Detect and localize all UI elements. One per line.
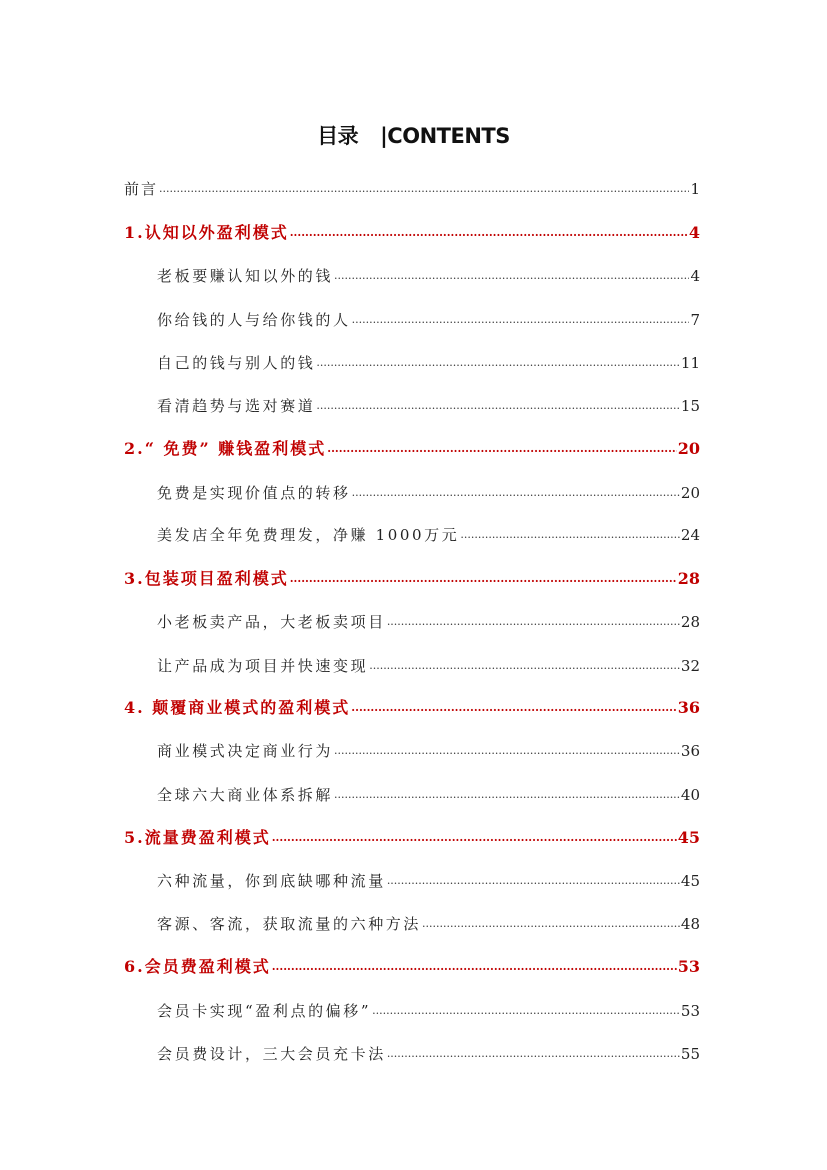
section-page-number: 55 xyxy=(680,1045,700,1063)
toc-chapter-2[interactable] xyxy=(124,437,700,461)
section-label: 全球六大商业体系拆解 xyxy=(157,786,334,804)
toc-chapter-6[interactable] xyxy=(124,955,700,979)
section-label: 会员费设计，三大会员充卡法 xyxy=(157,1045,386,1063)
dot-leader xyxy=(422,912,680,936)
toc-section[interactable] xyxy=(157,1042,700,1066)
section-label: 商业模式决定商业行为 xyxy=(157,742,334,760)
dot-leader xyxy=(334,739,680,763)
dot-leader xyxy=(352,481,680,505)
section-page-number: 7 xyxy=(690,311,700,329)
chapter-label: 4. 颠覆商业模式的盈利模式 xyxy=(124,698,351,717)
dot-leader xyxy=(387,610,680,634)
page-title xyxy=(0,120,827,150)
toc-section[interactable] xyxy=(157,912,700,936)
section-label: 小老板卖产品，大老板卖项目 xyxy=(157,613,386,631)
toc-section[interactable] xyxy=(157,394,700,418)
toc-section[interactable] xyxy=(157,654,700,678)
toc-chapter-4[interactable] xyxy=(124,696,700,720)
dot-leader xyxy=(387,1042,680,1066)
dot-leader xyxy=(159,177,689,201)
section-label: 客源、客流，获取流量的六种方法 xyxy=(157,915,422,933)
dot-leader xyxy=(372,999,680,1023)
dot-leader xyxy=(334,264,689,288)
section-label: 会员卡实现“盈利点的偏移” xyxy=(157,1002,372,1020)
title-main: 目录 xyxy=(317,124,359,148)
chapter-label: 3.包装项目盈利模式 xyxy=(124,569,289,588)
title-english: |CONTENTS xyxy=(380,124,510,148)
dot-leader xyxy=(272,826,677,850)
section-label: 自己的钱与别人的钱 xyxy=(157,354,316,372)
toc-section[interactable] xyxy=(157,264,700,288)
section-label: 六种流量，你到底缺哪种流量 xyxy=(157,872,386,890)
dot-leader xyxy=(290,567,677,591)
section-page-number: 24 xyxy=(680,526,700,544)
chapter-page-number: 53 xyxy=(677,957,700,976)
toc-section[interactable] xyxy=(157,351,700,375)
section-page-number: 36 xyxy=(680,742,700,760)
dot-leader xyxy=(272,955,677,979)
toc-entry-preface[interactable] xyxy=(124,177,700,201)
section-label: 美发店全年免费理发，净赚 1000万元 xyxy=(157,526,460,544)
toc-section[interactable] xyxy=(157,523,700,547)
chapter-label: 1.认知以外盈利模式 xyxy=(124,223,289,242)
toc-section[interactable] xyxy=(157,783,700,807)
section-page-number: 11 xyxy=(680,354,700,372)
section-page-number: 45 xyxy=(680,872,700,890)
section-page-number: 48 xyxy=(680,915,700,933)
chapter-page-number: 45 xyxy=(677,828,700,847)
dot-leader xyxy=(387,869,680,893)
chapter-label: 2.“ 免费” 赚钱盈利模式 xyxy=(124,439,327,458)
dot-leader xyxy=(327,437,676,461)
chapter-label: 6.会员费盈利模式 xyxy=(124,957,271,976)
toc-chapter-1[interactable] xyxy=(124,221,700,245)
section-label: 看清趋势与选对赛道 xyxy=(157,397,316,415)
toc-chapter-3[interactable] xyxy=(124,567,700,591)
toc-section[interactable] xyxy=(157,610,700,634)
dot-leader xyxy=(316,351,680,375)
chapter-page-number: 20 xyxy=(677,439,700,458)
toc-page-number: 1 xyxy=(690,180,700,198)
dot-leader xyxy=(290,221,688,245)
toc-section[interactable] xyxy=(157,869,700,893)
section-page-number: 32 xyxy=(680,657,700,675)
chapter-page-number: 28 xyxy=(677,569,700,588)
dot-leader xyxy=(334,783,680,807)
section-label: 免费是实现价值点的转移 xyxy=(157,484,351,502)
toc-entry-label: 前言 xyxy=(124,180,159,198)
dot-leader xyxy=(352,308,690,332)
toc-chapter-5[interactable] xyxy=(124,826,700,850)
section-label: 让产品成为项目并快速变现 xyxy=(157,657,369,675)
toc-section[interactable] xyxy=(157,739,700,763)
toc-section[interactable] xyxy=(157,999,700,1023)
chapter-page-number: 36 xyxy=(677,698,700,717)
dot-leader xyxy=(316,394,680,418)
chapter-label: 5.流量费盈利模式 xyxy=(124,828,271,847)
section-page-number: 40 xyxy=(680,786,700,804)
dot-leader xyxy=(351,696,676,720)
section-label: 老板要赚认知以外的钱 xyxy=(157,267,334,285)
section-label: 你给钱的人与给你钱的人 xyxy=(157,311,351,329)
section-page-number: 20 xyxy=(680,484,700,502)
toc-section[interactable] xyxy=(157,481,700,505)
section-page-number: 15 xyxy=(680,397,700,415)
dot-leader xyxy=(369,654,680,678)
section-page-number: 53 xyxy=(680,1002,700,1020)
dot-leader xyxy=(460,523,680,547)
section-page-number: 4 xyxy=(690,267,700,285)
toc-section[interactable] xyxy=(157,308,700,332)
section-page-number: 28 xyxy=(680,613,700,631)
chapter-page-number: 4 xyxy=(688,223,700,242)
